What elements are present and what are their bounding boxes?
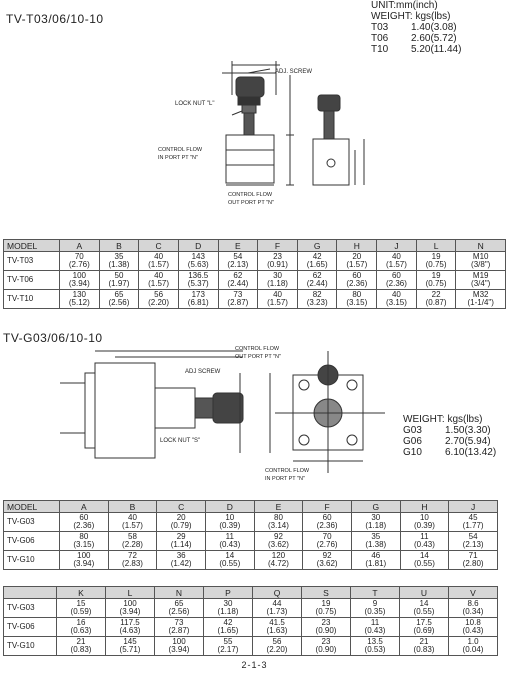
value-cell: 40 (1.57) <box>139 271 179 290</box>
value-cell: 14 (0.55) <box>400 551 449 570</box>
value-cell: 58 (2.28) <box>108 532 157 551</box>
value-cell: 92 (3.62) <box>254 532 303 551</box>
value-cell: 41.5 (1.63) <box>253 618 302 637</box>
weight-row: G03 1.50(3.30) <box>403 425 491 436</box>
value-cell: 21 (0.83) <box>57 637 106 656</box>
header-cell: D <box>178 240 218 252</box>
header-cell: B <box>99 240 139 252</box>
value-cell: 120 (4.72) <box>254 551 303 570</box>
value-cell: 21 (0.83) <box>400 637 449 656</box>
header-cell: F <box>258 240 298 252</box>
value-cell: 8.6 (0.34) <box>449 599 498 618</box>
header-cell <box>4 587 57 599</box>
header-cell: D <box>205 501 254 513</box>
value-cell: 40 (1.57) <box>258 290 298 309</box>
out-port-label: OUT PORT PT "N" <box>235 354 281 360</box>
value-cell: 136.5 (5.37) <box>178 271 218 290</box>
control-flow-out-label: CONTROL FLOW <box>228 192 273 198</box>
value-cell: 14 (0.55) <box>205 551 254 570</box>
model-cell: TV-G06 <box>4 532 60 551</box>
value-cell: 15 (0.59) <box>57 599 106 618</box>
control-flow-in-label: CONTROL FLOW <box>158 147 203 153</box>
section2-title: TV-G03/06/10-10 <box>3 331 103 345</box>
header-cell: B <box>108 501 157 513</box>
value-cell: 117.5 (4.63) <box>106 618 155 637</box>
value-cell: 60 (2.36) <box>303 513 352 532</box>
header-cell: T <box>351 587 400 599</box>
header-cell: L <box>106 587 155 599</box>
header-cell: G <box>351 501 400 513</box>
weight-row: T10 5.20(11.44) <box>371 44 462 55</box>
header-cell: MODEL <box>4 501 60 513</box>
value-cell: 70 (2.76) <box>303 532 352 551</box>
value-cell: 46 (1.81) <box>351 551 400 570</box>
value-cell: 100 (3.94) <box>60 551 109 570</box>
value-cell: 56 (2.20) <box>253 637 302 656</box>
table-row <box>4 599 498 618</box>
value-cell: 50 (1.97) <box>99 271 139 290</box>
adj-screw-label: ADJ. SCREW <box>275 69 313 75</box>
throttle-valve-g-drawing <box>55 343 395 493</box>
value-cell: 40 (1.57) <box>108 513 157 532</box>
value-cell: M32 (1-1/4") <box>456 290 506 309</box>
model-cell: TV-G06 <box>4 618 57 637</box>
in-port-label: IN PORT PT "N" <box>265 476 305 482</box>
value-cell: 9 (0.35) <box>351 599 400 618</box>
header-cell: U <box>400 587 449 599</box>
value-cell: 65 (2.56) <box>155 599 204 618</box>
header-cell: H <box>400 501 449 513</box>
value-cell: 23 (0.90) <box>302 618 351 637</box>
value-cell: 62 (2.44) <box>218 271 258 290</box>
value-cell: 35 (1.38) <box>99 252 139 271</box>
value-cell: 173 (6.81) <box>178 290 218 309</box>
value-cell: 11 (0.43) <box>205 532 254 551</box>
header-cell: N <box>456 240 506 252</box>
value-cell: 73 (2.87) <box>218 290 258 309</box>
control-flow-in-label: CONTROL FLOW <box>265 468 310 474</box>
model-cell: TV-G10 <box>4 637 57 656</box>
value-cell: 16 (0.63) <box>57 618 106 637</box>
lock-nut-label: LOCK NUT "L" <box>175 101 215 107</box>
value-cell: 73 (2.87) <box>155 618 204 637</box>
lock-nut-label: LOCK NUT "S" <box>160 438 201 444</box>
value-cell: 42 (1.65) <box>204 618 253 637</box>
value-cell: 82 (3.23) <box>297 290 337 309</box>
page-number: 2-1-3 <box>241 660 268 670</box>
table-header-row <box>4 587 498 599</box>
value-cell: 23 (0.91) <box>258 252 298 271</box>
value-cell: 145 (5.71) <box>106 637 155 656</box>
value-cell: 80 (3.15) <box>60 532 109 551</box>
value-cell: 30 (1.18) <box>258 271 298 290</box>
header-cell: J <box>377 240 417 252</box>
value-cell: 19 (0.75) <box>416 271 456 290</box>
header-cell: V <box>449 587 498 599</box>
value-cell: 23 (0.90) <box>302 637 351 656</box>
table-header-row <box>4 501 498 513</box>
header-cell: Q <box>253 587 302 599</box>
value-cell: 40 (3.15) <box>377 290 417 309</box>
table-row <box>4 551 498 570</box>
header-cell: E <box>218 240 258 252</box>
value-cell: 17.5 (0.69) <box>400 618 449 637</box>
value-cell: 36 (1.42) <box>157 551 206 570</box>
value-cell: 35 (1.38) <box>351 532 400 551</box>
value-cell: 72 (2.83) <box>108 551 157 570</box>
header-cell: F <box>303 501 352 513</box>
section1-unit-weight <box>371 0 461 55</box>
value-cell: 13.5 (0.53) <box>351 637 400 656</box>
value-cell: 20 (0.79) <box>157 513 206 532</box>
table-header-row <box>4 240 506 252</box>
value-cell: 56 (2.20) <box>139 290 179 309</box>
header-cell: MODEL <box>4 240 60 252</box>
value-cell: 40 (1.57) <box>377 252 417 271</box>
header-cell: S <box>302 587 351 599</box>
section2-weight-block <box>403 414 496 458</box>
table-row <box>4 271 506 290</box>
value-cell: 44 (1.73) <box>253 599 302 618</box>
weight-row: T06 2.60(5.72) <box>371 33 457 44</box>
header-cell: N <box>155 587 204 599</box>
header-cell: J <box>449 501 498 513</box>
value-cell: 22 (0.87) <box>416 290 456 309</box>
section1-title: TV-T03/06/10-10 <box>6 12 104 26</box>
table-row <box>4 618 498 637</box>
value-cell: M19 (3/4") <box>456 271 506 290</box>
value-cell: 20 (1.57) <box>337 252 377 271</box>
header-cell: A <box>60 501 109 513</box>
value-cell: 42 (1.65) <box>297 252 337 271</box>
weight-row: G10 6.10(13.42) <box>403 447 497 458</box>
out-port-label: OUT PORT PT "N" <box>228 200 274 206</box>
value-cell: 60 (2.36) <box>377 271 417 290</box>
weight-row: T03 1.40(3.08) <box>371 22 457 33</box>
value-cell: 54 (2.13) <box>449 532 498 551</box>
header-cell: E <box>254 501 303 513</box>
value-cell: 143 (5.63) <box>178 252 218 271</box>
unit-label: UNIT:mm(inch) <box>371 0 438 11</box>
value-cell: 100 (3.94) <box>155 637 204 656</box>
model-cell: TV-G03 <box>4 599 57 618</box>
header-cell: A <box>60 240 100 252</box>
value-cell: 80 (3.14) <box>254 513 303 532</box>
header-cell: K <box>57 587 106 599</box>
weight-label: WEIGHT: kgs(lbs) <box>371 11 451 22</box>
model-cell: TV-G10 <box>4 551 60 570</box>
model-cell: TV-G03 <box>4 513 60 532</box>
in-port-label: IN PORT PT "N" <box>158 155 198 161</box>
value-cell: 60 (2.36) <box>337 271 377 290</box>
weight-row: G06 2.70(5.94) <box>403 436 491 447</box>
value-cell: 80 (3.15) <box>337 290 377 309</box>
table-row <box>4 290 506 309</box>
value-cell: 71 (2.80) <box>449 551 498 570</box>
header-cell: L <box>416 240 456 252</box>
adj-screw-label: ADJ SCREW <box>185 369 221 375</box>
header-cell: P <box>204 587 253 599</box>
header-cell: C <box>139 240 179 252</box>
value-cell: 30 (1.18) <box>351 513 400 532</box>
t-series-dimension-table <box>3 239 506 309</box>
table-row <box>4 637 498 656</box>
value-cell: 19 (0.75) <box>416 252 456 271</box>
weight-label: WEIGHT: kgs(lbs) <box>403 414 483 425</box>
header-cell: C <box>157 501 206 513</box>
value-cell: 10 (0.39) <box>400 513 449 532</box>
value-cell: 62 (2.44) <box>297 271 337 290</box>
value-cell: M10 (3/8") <box>456 252 506 271</box>
model-cell: TV-T06 <box>4 271 60 290</box>
value-cell: 100 (3.94) <box>60 271 100 290</box>
value-cell: 30 (1.18) <box>204 599 253 618</box>
table-row <box>4 532 498 551</box>
value-cell: 54 (2.13) <box>218 252 258 271</box>
value-cell: 100 (3.94) <box>106 599 155 618</box>
header-cell: H <box>337 240 377 252</box>
value-cell: 11 (0.43) <box>400 532 449 551</box>
value-cell: 10 (0.39) <box>205 513 254 532</box>
table-row <box>4 252 506 271</box>
model-cell: TV-T10 <box>4 290 60 309</box>
value-cell: 1.0 (0.04) <box>449 637 498 656</box>
header-cell: G <box>297 240 337 252</box>
throttle-valve-t-drawing <box>150 55 380 215</box>
value-cell: 92 (3.62) <box>303 551 352 570</box>
g-series-dimension-table-1 <box>3 500 498 570</box>
control-flow-out-label: CONTROL FLOW <box>235 346 280 352</box>
value-cell: 10.8 (0.43) <box>449 618 498 637</box>
value-cell: 11 (0.43) <box>351 618 400 637</box>
value-cell: 19 (0.75) <box>302 599 351 618</box>
value-cell: 55 (2.17) <box>204 637 253 656</box>
value-cell: 40 (1.57) <box>139 252 179 271</box>
value-cell: 70 (2.76) <box>60 252 100 271</box>
value-cell: 45 (1.77) <box>449 513 498 532</box>
value-cell: 14 (0.55) <box>400 599 449 618</box>
value-cell: 60 (2.36) <box>60 513 109 532</box>
value-cell: 65 (2.56) <box>99 290 139 309</box>
table-row <box>4 513 498 532</box>
value-cell: 29 (1.14) <box>157 532 206 551</box>
g-series-dimension-table-2 <box>3 586 498 656</box>
model-cell: TV-T03 <box>4 252 60 271</box>
value-cell: 130 (5.12) <box>60 290 100 309</box>
